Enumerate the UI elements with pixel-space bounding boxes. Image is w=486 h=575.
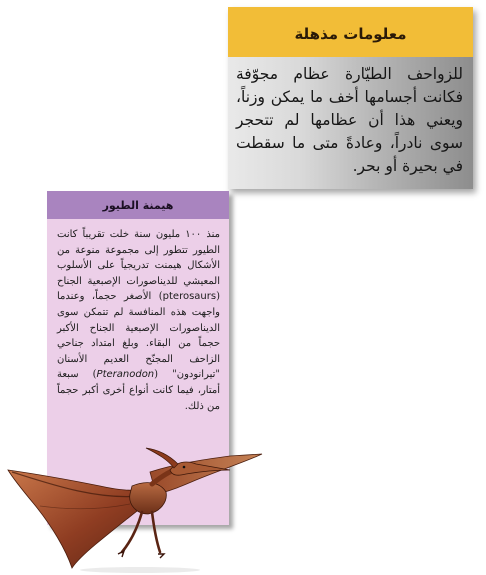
amazing-info-title: معلومات مذهلة xyxy=(294,25,407,43)
near-wing xyxy=(8,470,154,568)
bird-text-part1: منذ ١٠٠ مليون سنة خلت تقريباً كانت الطيور تتطور إلى مجموعة منوعة من الأشكال هيمنت تدريجياً على الأسلوب المعيشي للديناصورات الإصبعية الجناح ( xyxy=(57,229,220,303)
bird-dominance-text xyxy=(47,219,229,414)
amazing-info-header xyxy=(228,7,473,57)
bird-dominance-header xyxy=(47,191,229,219)
amazing-info-box xyxy=(228,7,473,189)
amazing-info-text: للزواحف الطيّارة عظام مجوّفة فكانت أجسامها أخف ما يمكن وزناً، ويعني هذا أن عظامها لم تتحجر سوى نادراً، وعادةً متى ما سقطت في بحيرة أو بحر. xyxy=(228,57,473,189)
bird-text-part2: ) الأصغر حجماً، وعندما واجهت هذه المنافسة لم تتمكن سوى الديناصورات الإصبعية الجناح الأكبر حجماً من البقاء. وبلغ امتداد جناحي الزاحف المجنّح العديم الأسنان "تيرانودون" ( xyxy=(57,291,220,381)
bird-text-part3: ) سبعة أمتار، فيما كانت أنواع أخرى أكبر حجماً من ذلك. xyxy=(57,369,220,412)
body xyxy=(130,483,167,514)
term-pterosaurs: pterosaurs xyxy=(162,291,217,303)
pteranodon-image xyxy=(0,440,270,575)
term-pteranodon: Pteranodon xyxy=(96,369,155,381)
crest xyxy=(146,448,178,468)
bird-dominance-title: هيمنة الطيور xyxy=(102,198,174,212)
